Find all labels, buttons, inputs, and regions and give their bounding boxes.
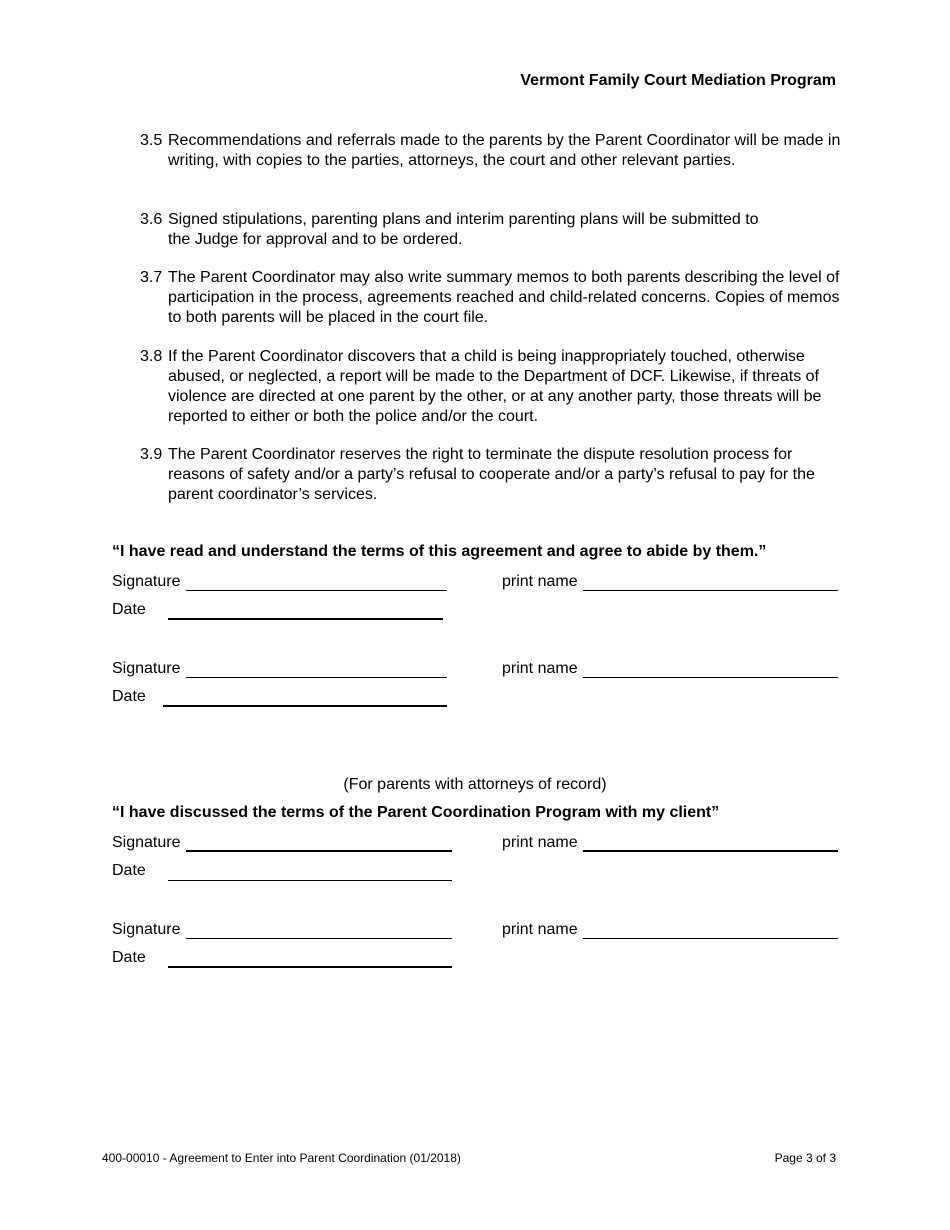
attorney-statement: “I have discussed the terms of the Parent Coordination Program with my client” — [112, 804, 720, 821]
signature-line[interactable] — [186, 850, 452, 852]
date-label: Date — [112, 862, 146, 879]
date-line[interactable] — [168, 966, 452, 968]
date-line[interactable] — [163, 705, 447, 707]
clause-text: Recommendations and referrals made to the parents by the Parent Coordinator will be made in writing, with copies to the parties, attorneys, the court and other relevant parties. — [168, 132, 841, 169]
signature-label: Signature — [112, 921, 181, 938]
print-name-label: print name — [502, 921, 578, 938]
print-name-line[interactable] — [583, 590, 838, 591]
date-line[interactable] — [168, 880, 452, 881]
signature-line[interactable] — [186, 590, 447, 591]
clause-3-6 — [140, 210, 850, 250]
clause-number: 3.8 — [140, 348, 163, 365]
clause-number: 3.7 — [140, 269, 163, 286]
clause-3-8 — [140, 347, 850, 427]
clause-3-9 — [140, 445, 850, 505]
clause-text: The Parent Coordinator may also write summary memos to both parents describing the level of participation in the process, agreements reached and child-related concerns. Copies of memos to both parents will be placed in the court file. — [168, 269, 840, 326]
print-name-label: print name — [502, 573, 578, 590]
page-header-title: Vermont Family Court Mediation Program — [520, 72, 836, 89]
date-line[interactable] — [168, 618, 443, 620]
clause-number: 3.9 — [140, 446, 163, 463]
signature-label: Signature — [112, 573, 181, 590]
clause-3-5 — [140, 131, 850, 171]
print-name-line[interactable] — [583, 850, 838, 852]
clause-text: The Parent Coordinator reserves the right to terminate the dispute resolution process for reasons of safety and/or a party’s refusal to cooperate and/or a party’s refusal to pay for the parent coordinator’s services. — [168, 446, 815, 503]
signature-line[interactable] — [186, 938, 452, 939]
print-name-line[interactable] — [583, 938, 838, 939]
footer-page-number: Page 3 of 3 — [774, 1151, 836, 1165]
clause-number: 3.6 — [140, 211, 163, 228]
signature-label: Signature — [112, 834, 181, 851]
signature-line[interactable] — [186, 677, 447, 678]
footer-form-id: 400-00010 - Agreement to Enter into Parent Coordination (01/2018) — [102, 1151, 461, 1165]
signature-label: Signature — [112, 660, 181, 677]
date-label: Date — [112, 688, 146, 705]
clause-text: Signed stipulations, parenting plans and interim parenting plans will be submitted to the Judge for approval and to be ordered. — [168, 211, 759, 248]
attorneys-note: (For parents with attorneys of record) — [343, 776, 607, 793]
print-name-label: print name — [502, 834, 578, 851]
date-label: Date — [112, 949, 146, 966]
print-name-label: print name — [502, 660, 578, 677]
print-name-line[interactable] — [583, 677, 838, 678]
agreement-statement: “I have read and understand the terms of this agreement and agree to abide by them.” — [112, 543, 767, 560]
clause-3-7 — [140, 268, 850, 328]
date-label: Date — [112, 601, 146, 618]
clause-number: 3.5 — [140, 132, 163, 149]
clause-text: If the Parent Coordinator discovers that a child is being inappropriately touched, otherwise abused, or neglected, a report will be made to the Department of DCF. Likewise, if threats of violence are directed at one parent by the other, or at any another party, those threats will be reported to either or both the police and/or the court. — [168, 348, 822, 425]
